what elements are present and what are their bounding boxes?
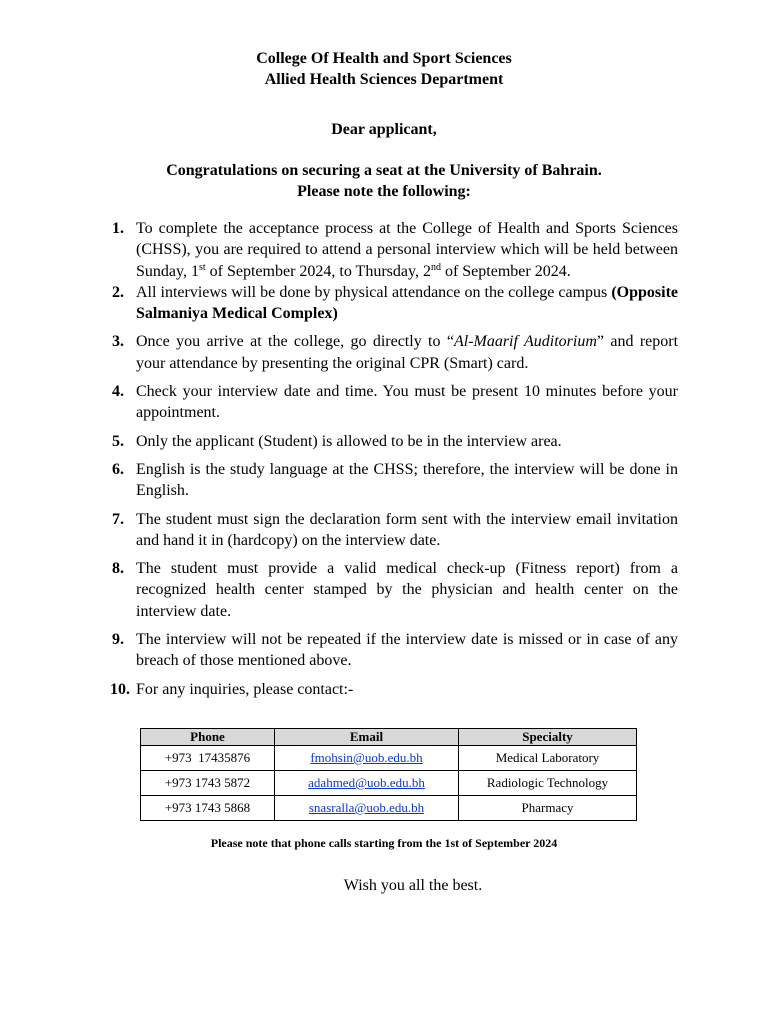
closing-line: Wish you all the best. <box>343 877 483 894</box>
congrats-line: Congratulations on securing a seat at the University of Bahrain. <box>166 162 602 179</box>
item-number: 8. <box>112 560 124 578</box>
item-number: 2. <box>112 283 124 301</box>
email-link[interactable]: fmohsin@uob.edu.bh <box>310 750 423 765</box>
table-row <box>141 746 637 771</box>
list-item: 1. To complete the acceptance process at the College of Health and Sports Sciences (CHSS), you are required to attend a personal interview which will be held between Sunday, 1st of September 2024, to Thursday, 2nd of September 2024. <box>112 220 678 280</box>
list-item: 7. The student must sign the declaration form sent with the interview email invitation and hand it in (hardcopy) on the interview date. <box>112 510 678 549</box>
list-item: 2. All interviews will be done by physical attendance on the college campus (Opposite Salmaniya Medical Complex) <box>112 283 679 323</box>
column-header-specialty: Specialty <box>459 729 637 746</box>
specialty-cell: Pharmacy <box>459 796 637 821</box>
list-item: 10. For any inquiries, please contact:- <box>112 679 678 700</box>
list-item: 5. Only the applicant (Student) is allowed to be in the interview area. <box>112 431 678 452</box>
email-link[interactable]: adahmed@uob.edu.bh <box>308 775 425 790</box>
department-name: Allied Health Sciences Department <box>264 71 504 88</box>
list-item: 3. Once you arrive at the college, go directly to “Al-Maarif Auditorium” and report your attendance by presenting the original CPR (Smart) card. <box>112 333 679 372</box>
specialty-cell: Medical Laboratory <box>459 746 637 771</box>
phone-cell: +973 1743 5872 <box>141 771 275 796</box>
college-name: College Of Health and Sport Sciences <box>256 50 512 67</box>
item-number: 6. <box>112 460 124 478</box>
note-following-line: Please note the following: <box>297 183 471 200</box>
table-row <box>141 796 637 821</box>
list-item: 6. English is the study language at the CHSS; therefore, the interview will be done in English. <box>112 460 678 500</box>
phone-cell: +973 1743 5868 <box>141 796 275 821</box>
specialty-cell: Radiologic Technology <box>459 771 637 796</box>
item-number: 4. <box>112 383 124 401</box>
phone-cell: +973 17435876 <box>141 746 275 771</box>
instructions-list <box>112 218 678 700</box>
item-number: 5. <box>112 432 124 450</box>
table-row <box>141 771 637 796</box>
column-header-email: Email <box>275 729 459 746</box>
contact-table <box>140 728 637 821</box>
item-number: 1. <box>112 220 124 237</box>
table-header-row <box>141 729 637 746</box>
column-header-phone: Phone <box>141 729 275 746</box>
auditorium-name: Al-Maarif Auditorium <box>453 333 597 351</box>
list-item: 4. Check your interview date and time. You must be present 10 minutes before your appointment. <box>112 383 678 422</box>
email-cell <box>275 796 459 821</box>
email-link[interactable]: snasralla@uob.edu.bh <box>308 800 425 815</box>
email-cell <box>275 746 459 771</box>
item-number: 9. <box>112 631 124 649</box>
item-number: 10. <box>110 680 130 698</box>
email-cell <box>275 771 459 796</box>
list-item: 9. The interview will not be repeated if the interview date is missed or in case of any breach of those mentioned above. <box>112 631 678 670</box>
item-number: 3. <box>112 333 124 351</box>
greeting: Dear applicant, <box>331 121 437 138</box>
item-number: 7. <box>112 510 124 528</box>
campus-location: (Opposite Salmaniya Medical Complex) <box>136 283 679 323</box>
list-item: 8. The student must provide a valid medical check-up (Fitness report) from a recognized health center stamped by the physician and health center on the interview date. <box>112 560 678 620</box>
phone-call-note: Please note that phone calls starting from the 1st of September 2024 <box>210 836 558 850</box>
